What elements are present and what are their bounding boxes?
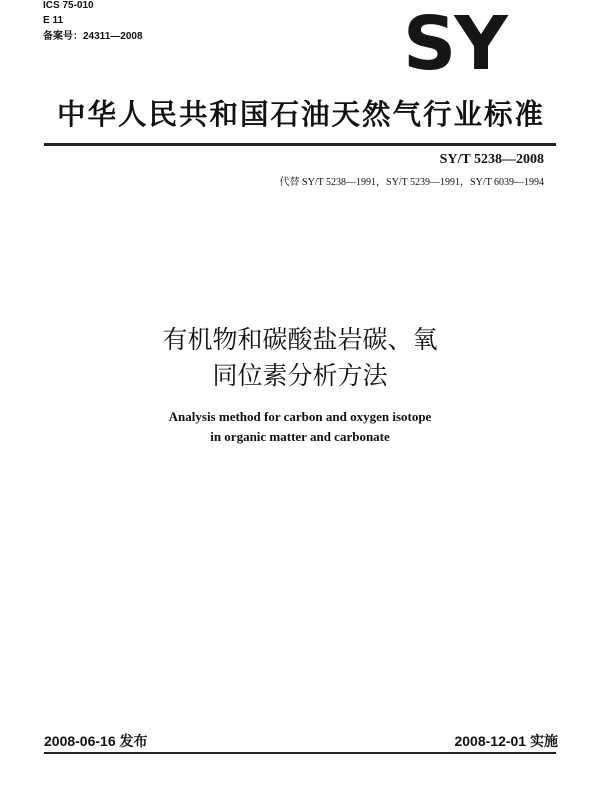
title-cn-line2: 同位素分析方法 — [212, 361, 388, 390]
organization-title: 中华人民共和国石油天然气行业标准 — [56, 98, 545, 131]
ics-code: ICS 75-010 — [43, 0, 94, 11]
replaces-note: 代替 SY/T 5238—1991，SY/T 5239—1991，SY/T 6039—1994 — [279, 177, 544, 188]
issue-date: 2008-06-16 发布 — [44, 733, 148, 749]
classification-code: E 11 — [43, 15, 64, 26]
title-cn-line1: 有机物和碳酸盐岩碳、氧 — [162, 325, 438, 354]
title-en-line2: in organic matter and carbonate — [210, 429, 390, 444]
sy-logo: SY — [403, 12, 506, 76]
record-number: 备案号：24311—2008 — [43, 31, 143, 42]
title-en-line1: Analysis method for carbon and oxygen isotope — [168, 409, 432, 424]
footer-divider — [44, 752, 556, 754]
header-divider — [44, 143, 556, 146]
implementation-date: 2008-12-01 实施 — [454, 733, 558, 749]
standard-number: SY/T 5238—2008 — [439, 152, 544, 167]
